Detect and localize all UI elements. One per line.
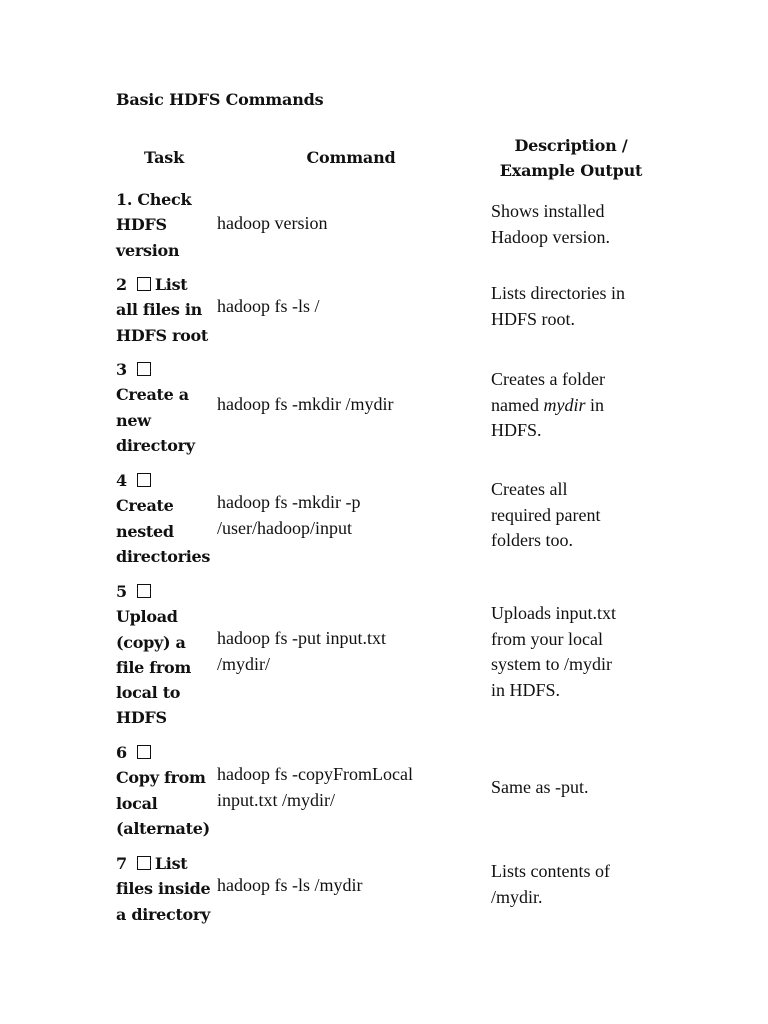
column-header-description-line2: Example Output [499, 161, 643, 180]
row-7-command-line: hadoop fs -ls /mydir [217, 875, 363, 895]
row-5-description [491, 601, 656, 703]
row-7-description-line: /mydir. [491, 886, 543, 907]
row-3-task-line: new [116, 410, 151, 430]
column-header-description-line1: Description / [514, 136, 628, 155]
row-5-description-line: Uploads input.txt [491, 603, 616, 623]
row-4-description-line: folders too. [491, 530, 573, 550]
row-5-description-line: system to /mydir [491, 654, 612, 674]
column-header-command: Command [306, 148, 396, 167]
row-1-command-line: hadoop version [217, 213, 328, 233]
row-6-task-line: (alternate) [116, 818, 210, 838]
row-3-task-line: directory [116, 435, 195, 455]
row-4-description-line: Creates all [491, 479, 568, 499]
checkbox-icon [137, 584, 151, 598]
row-5-task-line: file from [116, 657, 192, 677]
row-1-task-line: version [116, 240, 180, 260]
row-6-description [491, 775, 656, 801]
row-5-command-line: hadoop fs -put input.txt [217, 628, 386, 648]
row-6-command-line: hadoop fs -copyFromLocal [217, 764, 413, 784]
row-6-description-line: Same as -put. [491, 777, 589, 797]
row-2-task-line [116, 272, 216, 297]
row-3-description-emphasis: mydir [543, 394, 586, 415]
row-3-description [491, 367, 656, 444]
row-7-task-first-word: List [154, 854, 188, 873]
row-6-number: 6 [116, 743, 127, 762]
row-5-task-line: HDFS [116, 708, 167, 728]
row-6-command-line: input.txt /mydir/ [217, 789, 336, 810]
row-4-task [116, 468, 216, 569]
row-3-number: 3 [116, 360, 127, 379]
row-5-task [116, 579, 216, 731]
row-7-task-line: a directory [116, 904, 211, 924]
row-4-task-line [116, 468, 216, 493]
checkbox-icon [137, 473, 151, 487]
row-5-task-line: Upload [116, 607, 178, 627]
row-7-description-line: Lists contents of [491, 861, 610, 881]
row-5-task-line: local to [116, 683, 181, 703]
row-2-number: 2 [116, 275, 127, 294]
row-2-command-line: hadoop fs -ls / [217, 296, 320, 316]
row-5-command-line: /mydir/ [217, 653, 270, 674]
row-4-task-line: nested [116, 521, 174, 541]
row-6-command [217, 762, 487, 813]
checkbox-icon [137, 856, 151, 870]
row-2-command [217, 294, 487, 320]
row-7-task-line [116, 851, 216, 876]
row-4-task-line: directories [116, 546, 211, 566]
row-1-description [491, 199, 656, 250]
document-title: Basic HDFS Commands [116, 90, 324, 109]
row-3-description-line: Creates a folder [491, 369, 605, 389]
row-5-command [217, 626, 487, 677]
row-1-task-line: 1. Check [116, 190, 192, 209]
row-3-command [217, 392, 487, 418]
column-header-description [490, 133, 652, 183]
row-4-number: 4 [116, 471, 127, 490]
row-3-description-named: named [491, 394, 544, 415]
row-3-description-in: in [585, 394, 604, 415]
row-7-description [491, 859, 656, 910]
row-6-task-line: local [116, 793, 158, 813]
row-7-number: 7 [116, 854, 127, 873]
row-5-description-line: in HDFS. [491, 679, 561, 700]
row-2-task-first-word: List [154, 275, 188, 294]
row-3-task [116, 357, 216, 458]
row-1-description-line: Hadoop version. [491, 226, 610, 247]
checkbox-icon [137, 362, 151, 376]
row-4-command-line: hadoop fs -mkdir -p [217, 492, 361, 512]
row-4-task-line: Create [116, 496, 174, 516]
row-1-command [217, 211, 487, 237]
row-4-command-line: /user/hadoop/input [217, 517, 352, 538]
row-2-description-line: HDFS root. [491, 308, 576, 329]
row-1-description-line: Shows installed [491, 201, 605, 221]
row-7-task-line: files inside [116, 879, 211, 899]
row-6-task [116, 740, 216, 841]
row-6-task-line: Copy from [116, 768, 206, 788]
row-3-description-line [491, 393, 656, 419]
row-2-task-line: all files in [116, 300, 203, 320]
row-3-command-line: hadoop fs -mkdir /mydir [217, 394, 394, 414]
row-1-task-line: HDFS [116, 215, 167, 235]
row-2-task-line: HDFS root [116, 325, 208, 345]
row-4-description [491, 477, 656, 554]
column-header-task: Task [143, 148, 185, 167]
row-1-task [116, 187, 216, 263]
row-3-task-line [116, 357, 216, 382]
row-4-command [217, 490, 487, 541]
row-7-command [217, 873, 487, 899]
row-5-task-line: (copy) a [116, 632, 186, 652]
row-7-task [116, 851, 216, 927]
checkbox-icon [137, 745, 151, 759]
row-5-number: 5 [116, 582, 127, 601]
row-2-task [116, 272, 216, 348]
checkbox-icon [137, 277, 151, 291]
row-3-description-line: HDFS. [491, 420, 542, 440]
row-5-description-line: from your local [491, 628, 603, 649]
row-6-task-line [116, 740, 216, 765]
row-2-description [491, 281, 656, 332]
row-2-description-line: Lists directories in [491, 283, 625, 303]
row-5-task-line [116, 579, 216, 604]
row-3-task-line: Create a [116, 385, 189, 405]
row-4-description-line: required parent [491, 504, 601, 525]
